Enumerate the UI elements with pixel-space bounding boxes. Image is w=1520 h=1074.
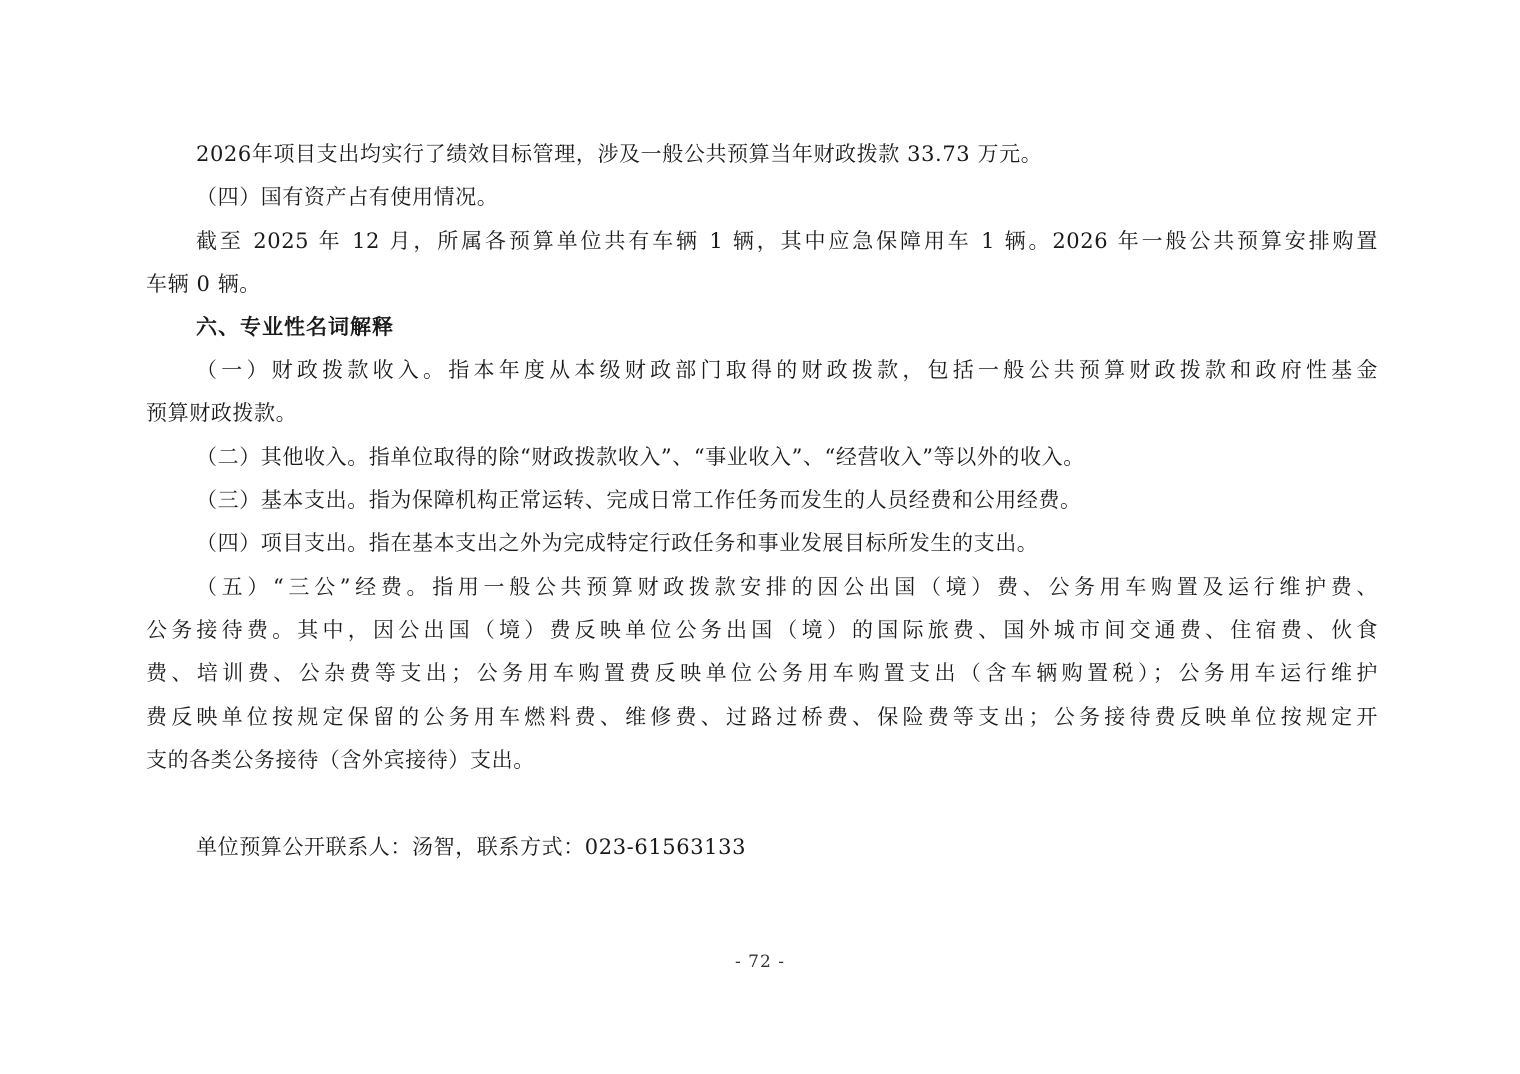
term-5-line-3: 费、培训费、公杂费等支出；公务用车购置费反映单位公务用车购置支出（含车辆购置税）；公务用车运行维护 — [146, 661, 1378, 685]
term-5-line-5: 支的各类公务接待（含外宾接待）支出。 — [146, 748, 535, 772]
term-2-paragraph: （二）其他收入。指单位取得的除“财政拨款收入”、“事业收入”、“经营收入”等以外的收入。 — [196, 445, 1085, 469]
assets-paragraph-line-1: 截至 2025 年 12 月，所属各预算单位共有车辆 1 辆，其中应急保障用车 1 辆。2026 年一般公共预算安排购置 — [196, 229, 1378, 253]
term-1-line-1: （一）财政拨款收入。指本年度从本级财政部门取得的财政拨款，包括一般公共预算财政拨款和政府性基金 — [196, 358, 1378, 382]
term-5-line-1: （五）“三公”经费。指用一般公共预算财政拨款安排的因公出国（境）费、公务用车购置及运行维护费、 — [196, 575, 1378, 599]
term-1-line-2: 预算财政拨款。 — [146, 401, 298, 425]
assets-subheading: （四）国有资产占有使用情况。 — [196, 185, 499, 209]
contact-line: 单位预算公开联系人：汤智，联系方式：023-61563133 — [196, 835, 747, 859]
term-5-line-4: 费反映单位按规定保留的公务用车燃料费、维修费、过路过桥费、保险费等支出；公务接待费反映单位按规定开 — [146, 705, 1378, 729]
page-number: - 72 - — [735, 952, 785, 972]
term-4-paragraph: （四）项目支出。指在基本支出之外为完成特定行政任务和事业发展目标所发生的支出。 — [196, 531, 1039, 555]
assets-paragraph-line-2: 车辆 0 辆。 — [146, 272, 261, 296]
performance-paragraph: 2026年项目支出均实行了绩效目标管理，涉及一般公共预算当年财政拨款 33.73 万元。 — [196, 142, 1043, 166]
term-5-line-2: 公务接待费。其中，因公出国（境）费反映单位公务出国（境）的国际旅费、国外城市间交通费、住宿费、伙食 — [146, 618, 1378, 642]
section-six-heading: 六、专业性名词解释 — [196, 315, 394, 339]
term-3-paragraph: （三）基本支出。指为保障机构正常运转、完成日常工作任务而发生的人员经费和公用经费。 — [196, 488, 1082, 512]
